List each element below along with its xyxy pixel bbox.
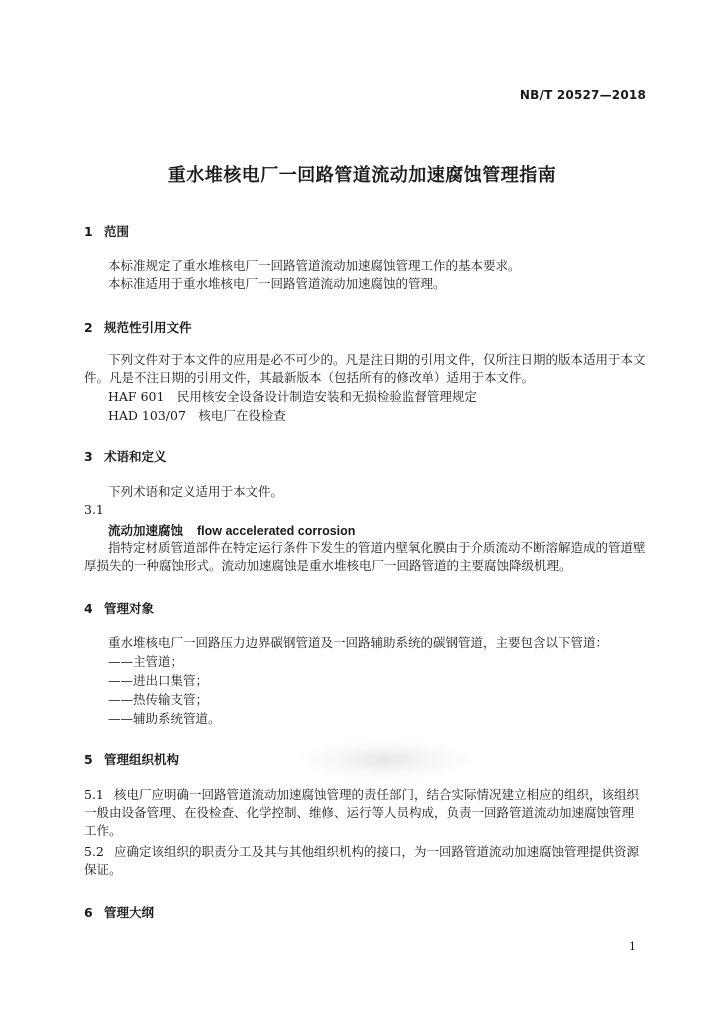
clause-number: 5.2	[84, 844, 104, 859]
section-title: 范围	[104, 224, 130, 239]
term-definition: 指特定材质管道部件在特定运行条件下发生的管道内壁氧化膜由于介质流动不断溶解造成的管道壁厚损失的一种腐蚀形式。流动加速腐蚀是重水堆核电厂一回路管道的主要腐蚀降级机理。	[84, 540, 646, 573]
terms-intro: 下列术语和定义适用于本文件。	[108, 484, 284, 499]
list-item: ——进出口集管；	[108, 673, 209, 688]
term-english: flow accelerated corrosion	[197, 524, 356, 538]
scan-smudge	[300, 740, 470, 780]
reference-item: HAF 601 民用核安全设备设计制造安装和无损检验监督管理规定	[108, 389, 477, 404]
scope-line-1: 本标准规定了重水堆核电厂一回路管道流动加速腐蚀管理工作的基本要求。	[108, 258, 521, 273]
section-number: 3	[84, 449, 93, 464]
term-chinese: 流动加速腐蚀	[108, 523, 184, 538]
section-6-heading	[84, 903, 154, 921]
clause-text: 应确定该组织的职责分工及其与其他组织机构的接口，为一回路管道流动加速腐蚀管理提供资源保证。	[84, 844, 640, 877]
section-2-heading	[84, 318, 192, 336]
standard-code: NB/T 20527—2018	[519, 88, 646, 102]
list-item: ——辅助系统管道。	[108, 711, 221, 726]
section-number: 5	[84, 752, 93, 767]
clause-text: 核电厂应明确一回路管道流动加速腐蚀管理的责任部门，结合实际情况建立相应的组织，该组织一般由设备管理、在役检查、化学控制、维修、运行等人员构成，负责一回路管道流动加速腐蚀管理工作。	[84, 787, 640, 838]
section-number: 1	[84, 224, 93, 239]
section-title: 术语和定义	[104, 449, 167, 464]
scope-line-2: 本标准适用于重水堆核电厂一回路管道流动加速腐蚀的管理。	[108, 276, 446, 291]
management-object-intro: 重水堆核电厂一回路压力边界碳钢管道及一回路辅助系统的碳钢管道，主要包含以下管道：	[108, 635, 609, 650]
normative-references-paragraph: 下列文件对于本文件的应用是必不可少的。凡是注日期的引用文件，仅所注日期的版本适用于本文件。凡是不注日期的引用文件，其最新版本（包括所有的修改单）适用于本文件。	[84, 352, 646, 385]
section-3-heading	[84, 447, 167, 465]
section-number: 6	[84, 905, 93, 920]
clause-number: 5.1	[84, 787, 104, 802]
section-title: 管理对象	[104, 601, 155, 616]
list-item: ——主管道；	[108, 654, 184, 669]
section-number: 4	[84, 601, 93, 616]
section-5-heading	[84, 750, 179, 768]
section-4-heading	[84, 599, 154, 617]
page-number: 1	[629, 940, 636, 953]
section-1-heading	[84, 222, 129, 240]
reference-item: HAD 103/07 核电厂在役检查	[108, 408, 286, 423]
clause-5-2	[84, 843, 646, 879]
clause-number: 3.1	[84, 502, 104, 517]
section-title: 管理大纲	[104, 905, 155, 920]
document-title: 重水堆核电厂一回路管道流动加速腐蚀管理指南	[167, 165, 557, 186]
list-item: ——热传输支管；	[108, 692, 209, 707]
clause-5-1	[84, 786, 646, 840]
term-entry	[108, 521, 355, 539]
section-number: 2	[84, 320, 93, 335]
section-title: 管理组织机构	[104, 752, 180, 767]
section-title: 规范性引用文件	[104, 320, 192, 335]
